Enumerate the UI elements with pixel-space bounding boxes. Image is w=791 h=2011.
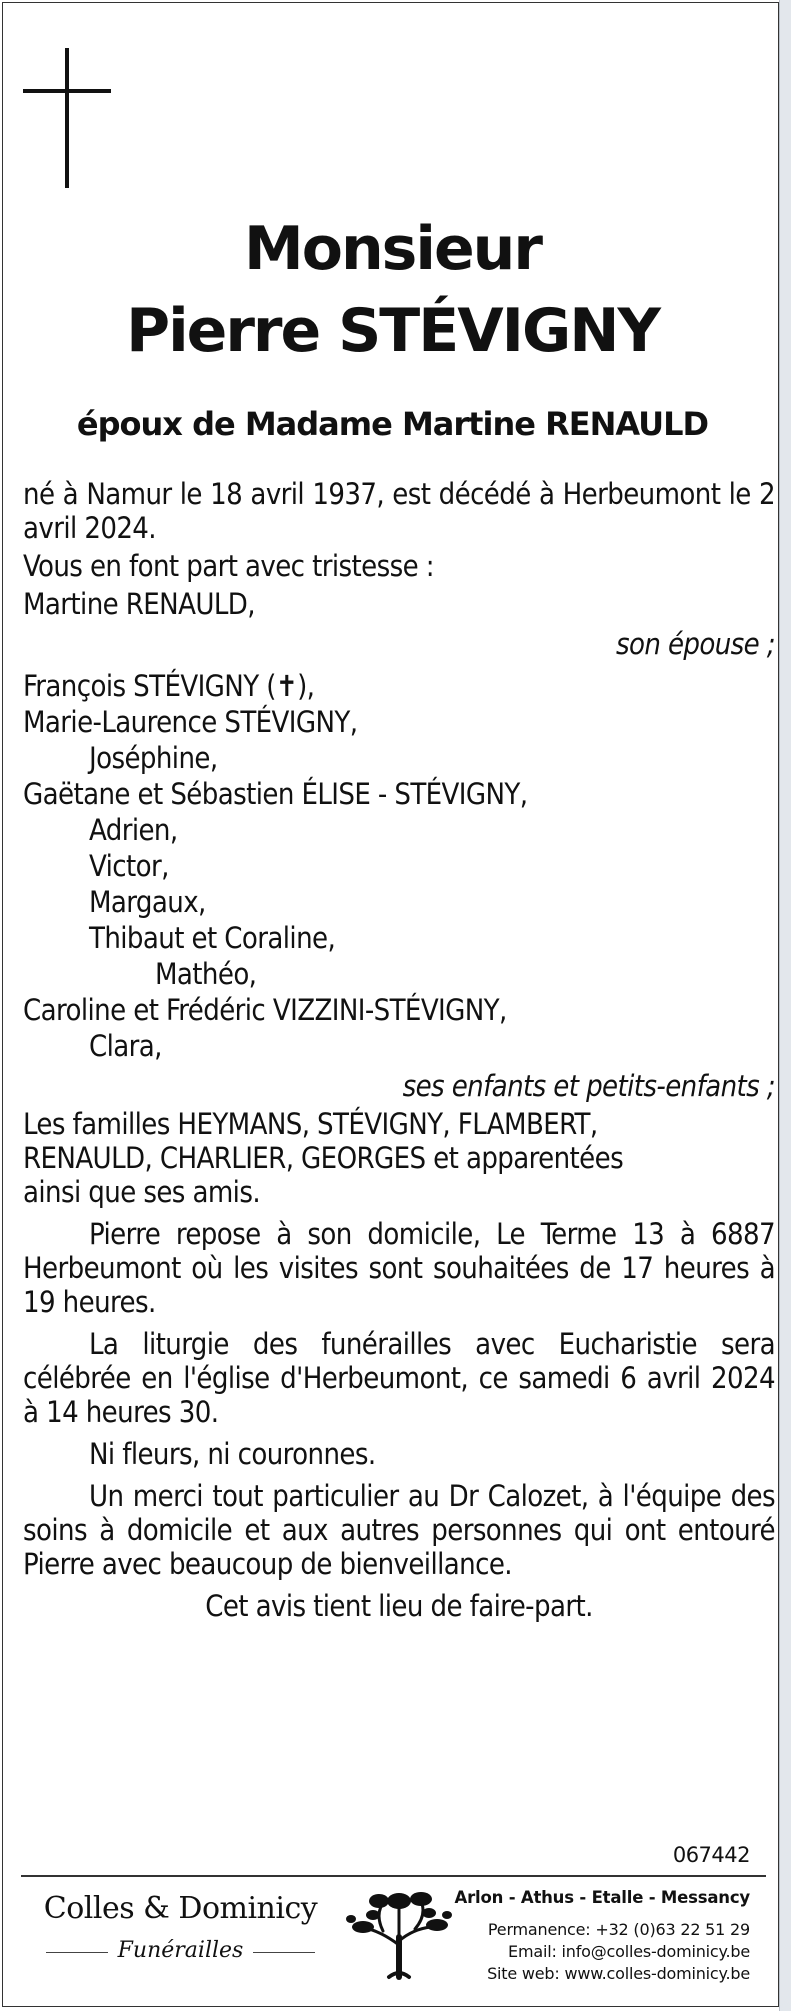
- website-line[interactable]: Site web: www.colles-dominicy.be: [487, 1964, 750, 1983]
- cross-icon-bar: [23, 89, 111, 93]
- children-role: ses enfants et petits-enfants ;: [402, 1069, 775, 1103]
- page-edge-bar: [779, 0, 791, 2011]
- family-member: Gaëtane et Sébastien ÉLISE - STÉVIGNY,: [23, 777, 528, 811]
- family-member: Thibaut et Coraline,: [89, 921, 336, 955]
- contact-block: [455, 1887, 751, 1985]
- footer-divider: [21, 1875, 766, 1877]
- family-member: Caroline et Frédéric VIZZINI-STÉVIGNY,: [23, 993, 507, 1027]
- intro-line: Vous en font part avec tristesse :: [23, 549, 434, 583]
- title-honorific: Monsieur: [244, 214, 541, 284]
- phone-line: Permanence: +32 (0)63 22 51 29: [487, 1920, 750, 1939]
- title-name: Pierre STÉVIGNY: [126, 296, 659, 366]
- branch-towns: Arlon - Athus - Etalle - Messancy: [454, 1888, 750, 1907]
- family-member: Joséphine,: [89, 741, 218, 775]
- liturgy-paragraph: La liturgie des funérailles avec Eucharistie sera célébrée en l'église d'Herbeumont, ce samedi 6 avril 2024 à 14 heures 30.: [23, 1327, 775, 1429]
- tagline-text: Funérailles: [117, 1938, 244, 1963]
- flowers-paragraph: Ni fleurs, ni couronnes.: [89, 1437, 376, 1471]
- obituary-notice: [2, 2, 779, 2007]
- family-member: Margaux,: [89, 885, 206, 919]
- family-member: Mathéo,: [155, 957, 257, 991]
- family-member: Victor,: [89, 849, 169, 883]
- families-line-3: ainsi que ses amis.: [23, 1175, 261, 1209]
- families-line-2: RENAULD, CHARLIER, GEORGES et apparentées: [23, 1141, 624, 1175]
- family-member: Clara,: [89, 1029, 162, 1063]
- visit-paragraph: Pierre repose à son domicile, Le Terme 13 à 6887 Herbeumont où les visites sont souhaitées de 17 heures à 19 heures.: [23, 1217, 775, 1319]
- tagline-rule-right: [253, 1952, 315, 1953]
- cross-icon: [65, 48, 69, 188]
- spouse-role: son épouse ;: [615, 627, 775, 661]
- email-line[interactable]: Email: info@colles-dominicy.be: [508, 1942, 750, 1961]
- notice-line: Cet avis tient lieu de faire-part.: [205, 1589, 593, 1623]
- notice-body: [23, 477, 775, 1623]
- brand-name: Colles & Dominicy: [43, 1891, 318, 1926]
- tree-logo-icon: [343, 1885, 455, 1981]
- spouse-line: Martine RENAULD,: [23, 587, 255, 621]
- family-member: François STÉVIGNY (✝),: [23, 669, 315, 703]
- birth-death-line: né à Namur le 18 avril 1937, est décédé à Herbeumont le 2 avril 2024.: [23, 477, 775, 545]
- thanks-paragraph: Un merci tout particulier au Dr Calozet, à l'équipe des soins à domicile et aux autres personnes qui ont entouré Pierre avec beaucoup de bienveillance.: [23, 1479, 775, 1581]
- reference-number: 067442: [672, 1843, 750, 1867]
- brand-tagline: [43, 1938, 318, 1968]
- family-member: Adrien,: [89, 813, 178, 847]
- families-line-1: Les familles HEYMANS, STÉVIGNY, FLAMBERT,: [23, 1107, 598, 1141]
- subtitle-spouse: époux de Madame Martine RENAULD: [76, 405, 709, 443]
- family-list: [23, 669, 775, 1063]
- family-member: Marie-Laurence STÉVIGNY,: [23, 705, 358, 739]
